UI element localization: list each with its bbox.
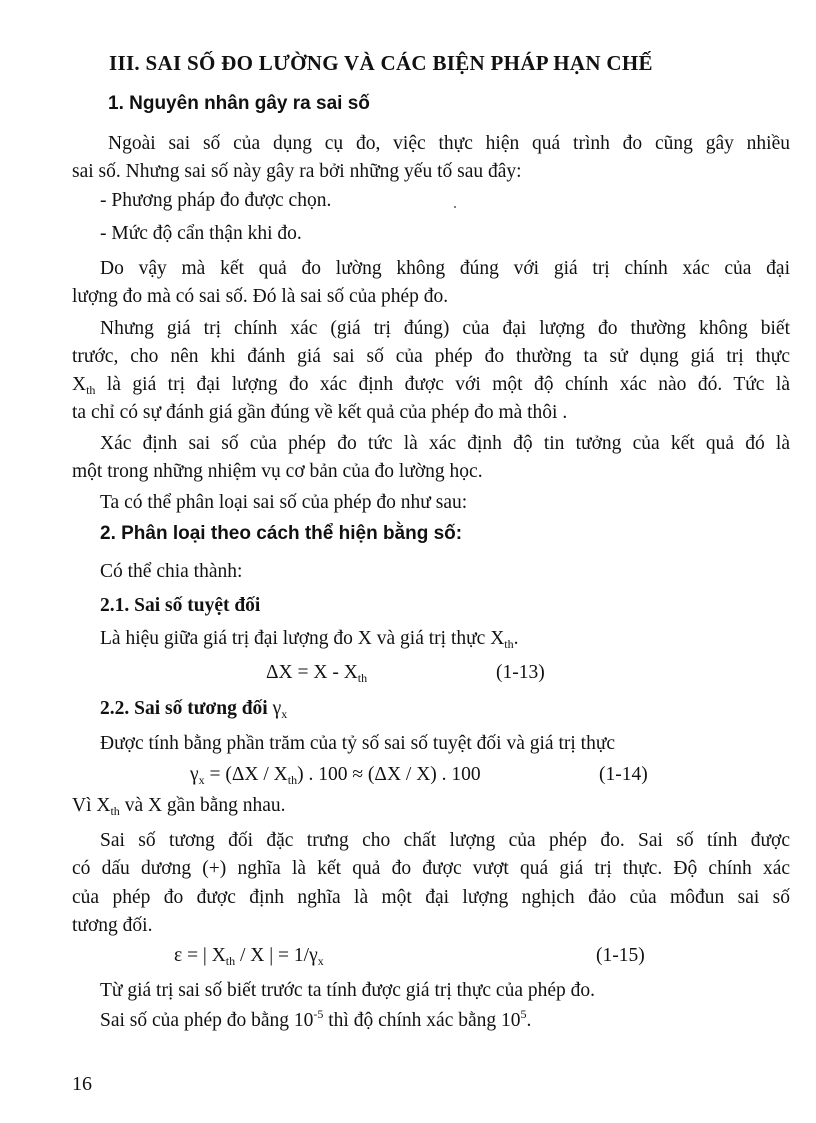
equation-number: (1-14) <box>599 764 648 785</box>
bullet-item: - Phương pháp đo được chọn. <box>100 190 332 211</box>
line-text: Vì X <box>72 795 111 816</box>
equation-1-14 <box>190 765 481 785</box>
line-text: . <box>526 1010 532 1031</box>
paragraph-line: lượng đo mà có sai số. Đó là sai số của phép đo. <box>72 286 449 307</box>
subscript: th <box>86 383 96 397</box>
paragraph-line: có dấu dương (+) nghĩa là kết quả đo được vượt quá giá trị thực. Độ chính xác <box>72 858 790 879</box>
subscript: th <box>504 637 514 651</box>
subscript: x <box>198 773 205 787</box>
paragraph-line <box>72 796 286 816</box>
symbol-gamma: γ <box>272 698 282 719</box>
equation-body: = (ΔX / X <box>204 764 288 785</box>
paragraph-line: Từ giá trị sai số biết trước ta tính được giá trị thực của phép đo. <box>100 980 596 1001</box>
heading-classification: 2. Phân loại theo cách thể hiện bằng số: <box>100 523 463 544</box>
paragraph-line: Do vậy mà kết quả đo lường không đúng với giá trị chính xác của đại <box>100 258 790 279</box>
line-text: Sai số của phép đo bằng 10 <box>100 1010 314 1031</box>
paragraph-line: Được tính bằng phần trăm của tỷ số sai số tuyệt đối và giá trị thực <box>100 733 616 754</box>
subscript: th <box>357 671 368 685</box>
heading-relative-error <box>100 699 287 719</box>
page-number: 16 <box>72 1073 92 1095</box>
paragraph-line <box>100 629 519 649</box>
bullet-item: - Mức độ cẩn thận khi đo. <box>100 223 302 244</box>
paragraph-line: Ngoài sai số của dụng cụ đo, việc thực hiện quá trình đo cũng gây nhiều <box>108 133 790 154</box>
subscript: th <box>225 954 236 968</box>
equation-number: (1-15) <box>596 945 645 966</box>
superscript: 5 <box>520 1007 527 1021</box>
line-text: Là hiệu giữa giá trị đại lượng đo X và giá trị thực X <box>100 628 505 649</box>
subscript: th <box>110 804 120 818</box>
paragraph-line: Sai số tương đối đặc trưng cho chất lượng của phép đo. Sai số tính được <box>100 830 790 851</box>
paragraph-line: trước, cho nên khi đánh giá sai số của phép đo thường ta sử dụng giá trị thực <box>72 346 790 367</box>
paragraph-line: Ta có thể phân loại sai số của phép đo như sau: <box>100 492 468 513</box>
subscript: x <box>317 954 324 968</box>
equation-number: (1-13) <box>496 662 545 683</box>
paragraph-line: của phép đo được định nghĩa là một đại lượng nghịch đảo của môđun sai số <box>72 887 790 908</box>
paragraph-line: Có thể chia thành: <box>100 561 243 582</box>
paragraph-line: tương đối. <box>72 915 153 936</box>
heading-text: 2.2. Sai số tương đối <box>100 698 273 719</box>
section-title: III. SAI SỐ ĐO LƯỜNG VÀ CÁC BIỆN PHÁP HẠN CHẾ <box>109 51 653 75</box>
scan-speck <box>454 206 456 208</box>
line-text: là giá trị đại lượng đo xác định được với một độ chính xác nào đó. Tức là <box>95 374 790 395</box>
equation-body: ΔX = X - X <box>266 662 358 683</box>
paragraph-line: một trong những nhiệm vụ cơ bản của đo lường học. <box>72 461 483 482</box>
paragraph-line: ta chỉ có sự đánh giá gần đúng về kết quả của phép đo mà thôi . <box>72 402 568 423</box>
equation-body: ) . 100 ≈ (ΔX / X) . 100 <box>297 764 481 785</box>
equation-body: / X | = 1/γ <box>235 945 318 966</box>
paragraph-line <box>72 375 790 395</box>
symbol-gamma: γ <box>190 764 199 785</box>
line-text: . <box>513 628 519 649</box>
symbol-x: X <box>72 374 87 395</box>
equation-body: ε = | X <box>174 945 226 966</box>
equation-1-15 <box>174 946 324 966</box>
heading-causes: 1. Nguyên nhân gây ra sai số <box>108 93 370 114</box>
line-text: thì độ chính xác bằng 10 <box>323 1010 521 1031</box>
paragraph-line: sai số. Nhưng sai số này gây ra bởi những yếu tố sau đây: <box>72 161 522 182</box>
superscript: -5 <box>313 1007 324 1021</box>
paragraph-line <box>100 1007 532 1031</box>
subscript: x <box>281 707 288 721</box>
line-text: và X gần bằng nhau. <box>119 795 286 816</box>
paragraph-line: Nhưng giá trị chính xác (giá trị đúng) của đại lượng đo thường không biết <box>100 318 790 339</box>
heading-absolute-error: 2.1. Sai số tuyệt đối <box>100 595 261 616</box>
paragraph-line: Xác định sai số của phép đo tức là xác định độ tin tưởng của kết quả đó là <box>100 433 790 454</box>
subscript: th <box>287 773 298 787</box>
equation-1-13 <box>266 663 367 683</box>
